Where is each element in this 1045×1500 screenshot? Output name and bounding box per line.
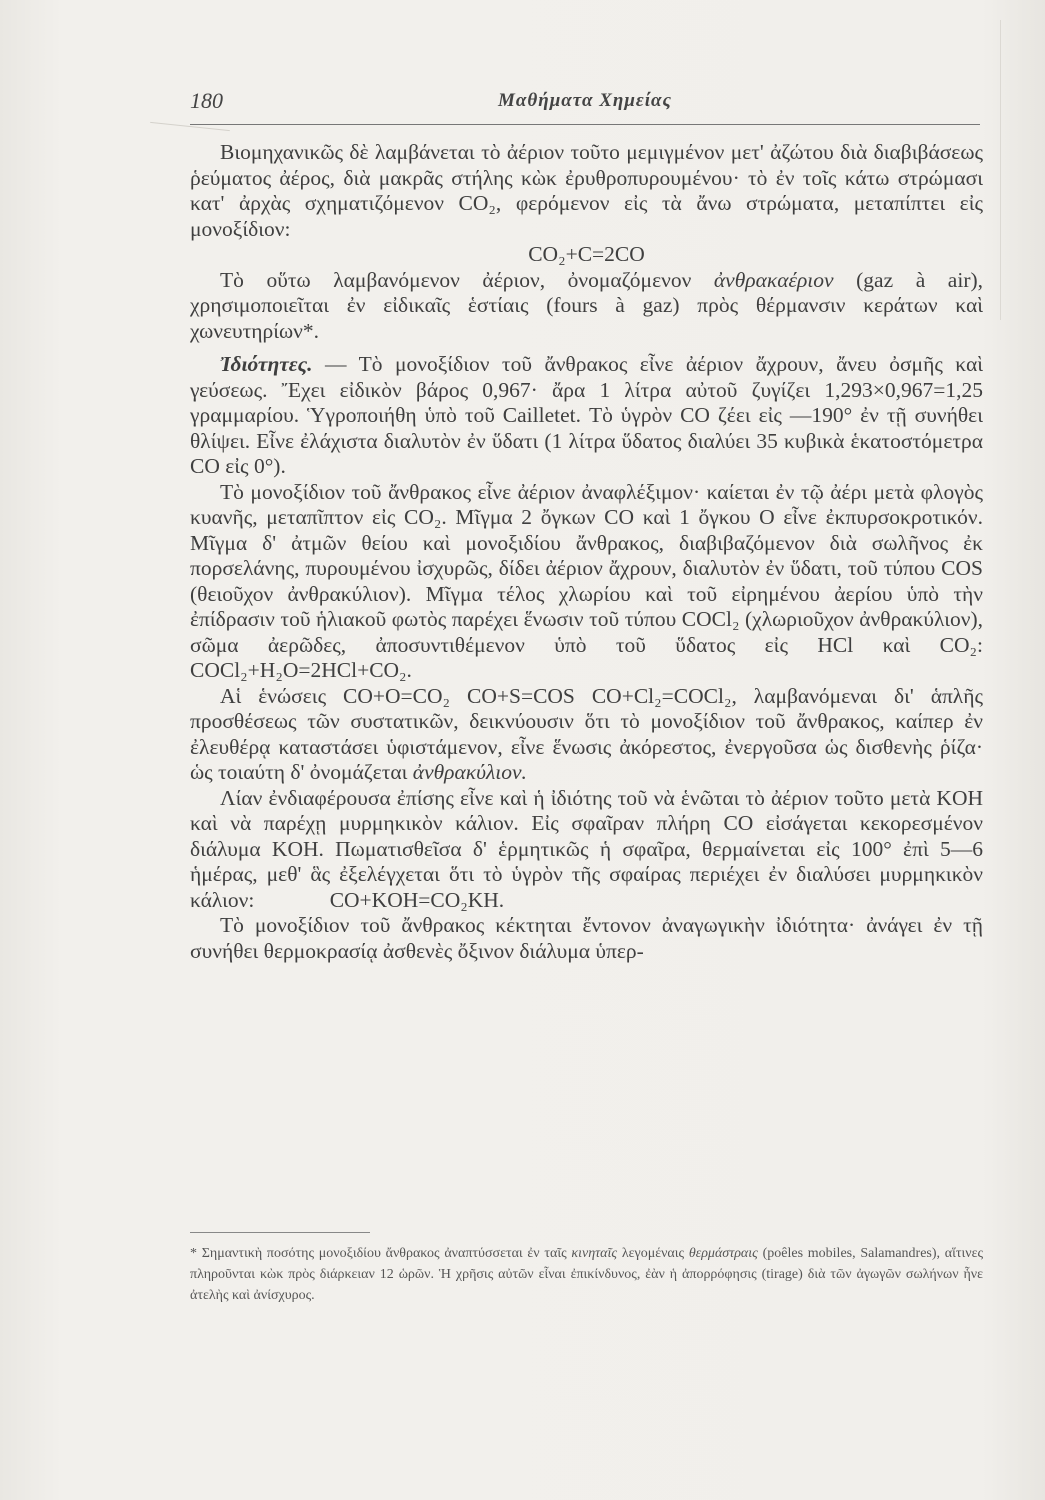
section-heading-properties: Ἰδιότητες. [220, 352, 313, 376]
body-text [190, 140, 983, 964]
footnote-italic-a: κινηταῖς [571, 1246, 618, 1261]
paragraph-6-text: Λίαν ἐνδιαφέρουσα ἐπίσης εἶνε καὶ ἡ ἰδιότης τοῦ νὰ ἑνῶται τὸ ἀέριον τοῦτο μετὰ KOH καὶ νὰ παρέχῃ μυρμηκικὸν κάλιον. Εἰς σφαῖραν πλήρη CO εἰσάγεται κεκορεσμένον διάλυμα KOH. Πωματισθεῖσα δ' ἑρμητικῶς ἡ σφαῖρα, θερμαίνεται εἰς 100° ἐπὶ 5—6 ἡμέρας, μεθ' ἃς ἐξελέγχεται ὅτι τὸ ὑγρὸν τῆς σφαίρας περιέχει ἐν διαλύσει μυρμηκικὸν κάλιον: [190, 785, 983, 912]
paragraph-properties [190, 352, 983, 480]
footnote-italic-b: θερμάστραις [688, 1246, 758, 1261]
paragraph-6 [190, 786, 983, 914]
page-header [190, 88, 980, 122]
paragraph-2-text-b: (gaz à air), χρησιμοποιεῖται ἐν εἰδικαῖς ἑστίαις (fours à gaz) πρὸς θέρμανσιν κεράτων καὶ χωνευτηρίων*. [190, 267, 984, 343]
equation-co-koh: CO+KOH=CO₂KH. [329, 887, 505, 912]
paragraph-1: Βιομηχανικῶς δὲ λαμβάνεται τὸ ἀέριον τοῦτο μεμιγμένον μετ' ἀζώτου διὰ διαβιβάσεως ῥεύματος ἀέρος, διὰ μακρᾶς στήλης κὼκ ἐρυθροπυρουμένου· τὸ ἐν τοῖς κάτω στρώμασι κατ' ἀρχὰς σχηματιζόμενον CO₂, φερόμενον εἰς τὰ ἄνω στρώματα, μεταπίπτει εἰς μονοξίδιον: [190, 140, 983, 241]
paragraph-7: Τὸ μονοξίδιον τοῦ ἄνθρακος κέκτηται ἔντονον ἀναγωγικὴν ἰδιότητα· ἀνάγει ἐν τῇ συνήθει θερμοκρασίᾳ ἀσθενὲς ὄξινον διάλυμα ὑπερ- [190, 913, 983, 963]
footnote-text-a: * Σημαντικὴ ποσότης μονοξιδίου ἄνθρακος ἀναπτύσσεται ἐν ταῖς [190, 1246, 567, 1261]
header-rule [190, 124, 980, 125]
paragraph-5-italic: ἀνθρακύλιον. [412, 760, 527, 784]
equation-co2-c: CO₂+C=2CO [528, 242, 645, 266]
footnote [190, 1243, 983, 1306]
paragraph-5 [190, 684, 983, 786]
page-number: 180 [190, 88, 223, 113]
paragraph-2-text-a: Τὸ οὕτω λαμβανόμενον ἀέριον, ὀνομαζόμενον [220, 267, 692, 292]
paragraph-properties-text: — Τὸ μονοξίδιον τοῦ ἄνθρακος εἶνε ἀέριον ἄχρουν, ἄνευ ὀσμῆς καὶ γεύσεως. Ἔχει εἰδικὸν βάρος 0,967· ἄρα 1 λίτρα αὐτοῦ ζυγίζει 1,293×0,967=1,25 γραμμαρίου. Ὑγροποιήθη ὑπὸ τοῦ Cailletet. Τὸ ὑγρὸν CO ζέει εἰς —190° ἐν τῇ συνήθει θλίψει. Εἶνε ἐλάχιστα διαλυτὸν ἐν ὕδατι (1 λίτρα ὕδατος διαλύει 35 κυβικὰ ἑκατοστόμετρα CO εἰς 0°). [190, 352, 983, 478]
paragraph-5-text: Αἱ ἑνώσεις CO+O=CO₂ CO+S=COS CO+Cl₂=COCl₂, λαμβανόμεναι δι' ἁπλῆς προσθέσεως τῶν συστατικῶν, δεικνύουσιν ὅτι τὸ μονοξίδιον τοῦ ἄνθρακος, καίπερ ἐν ἐλευθέρᾳ καταστάσει ὑφιστάμενον, εἶνε ἕνωσις ἀκόρεστος, ἐνεργοῦσα ὡς δισθενὴς ῥίζα· ὡς τοιαύτη δ' ὀνομάζεται [190, 683, 983, 784]
footnote-text-c: (poêles mobiles, Salamandres), αἵτινες πληροῦνται κὼκ πρὸς διάρκειαν 12 ὡρῶν. Ἡ χρῆσις αὐτῶν εἶναι ἐπικίνδυνος, ἐὰν ἡ ἀπορρόφησις (tirage) διὰ τῶν ἀγωγῶν σωλήνων ἦνε ἀτελὴς καὶ ἀνίσχυρος. [190, 1246, 984, 1303]
paper-crease-right [1000, 20, 1002, 320]
paragraph-2-italic: ἀνθρακαέριον [713, 267, 834, 292]
footnote-text-b: λεγομέναις [621, 1246, 685, 1261]
paragraph-2 [190, 268, 983, 345]
running-title: Μαθήματα Χημείας [498, 90, 672, 111]
footnote-rule [190, 1232, 370, 1233]
paragraph-4: Τὸ μονοξίδιον τοῦ ἄνθρακος εἶνε ἀέριον ἀναφλέξιμον· καίεται ἐν τῷ ἀέρι μετὰ φλογὸς κυανῆς, μεταπῖπτον εἰς CO₂. Μῖγμα 2 ὄγκων CO καὶ 1 ὄγκου O εἶνε ἐκπυρσοκροτικόν. Μῖγμα δ' ἀτμῶν θείου καὶ μονοξιδίου ἄνθρακος, διαβιβαζόμενον διὰ σωλῆνος ἐκ πορσελάνης, πυρουμένου ἰσχυρῶς, δίδει ἀέριον ἄχρουν, διαλυτὸν ἐν ὕδατι, τοῦ τύπου COS (θειοῦχον ἀνθρακύλιον). Μῖγμα τέλος χλωρίου καὶ τοῦ εἰρημένου ἀερίου ὑπὸ τὴν ἐπίδρασιν τοῦ ἡλιακοῦ φωτὸς παρέχει ἕνωσιν τοῦ τύπου COCl₂ (χλωριοῦχον ἀνθρακύλιον), σῶμα ἀερῶδες, ἀποσυντιθέμενον ὑπὸ τοῦ ὕδατος εἰς HCl καὶ CO₂: COCl₂+H₂O=2HCl+CO₂. [190, 479, 983, 682]
